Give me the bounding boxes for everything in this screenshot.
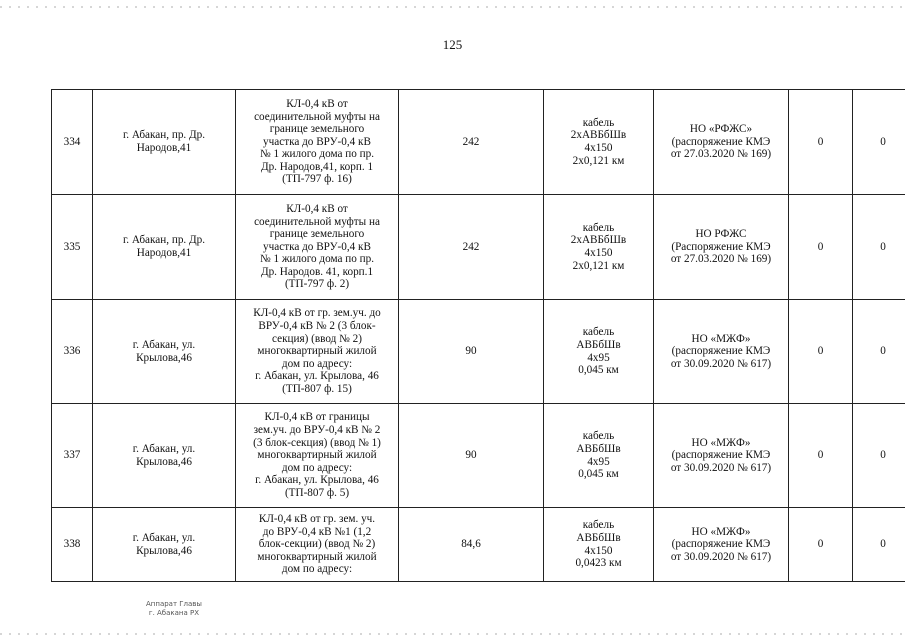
row-value-1: 0 [789,300,853,404]
row-length: 242 [399,90,544,195]
row-address: г. Абакан, ул. Крылова,46 [93,508,236,582]
row-owner: НО РФЖС (Распоряжение КМЭ от 27.03.2020 № 169) [654,195,789,300]
row-value-2: 0 [853,195,905,300]
row-description: КЛ-0,4 кВ от гр. зем.уч. до ВРУ-0,4 кВ № 2 (3 блок- секция) (ввод № 2) многоквартирный жилой дом по адресу: г. Абакан, ул. Крылова, 46 (ТП-807 ф. 15) [236,300,399,404]
row-length: 242 [399,195,544,300]
row-owner: НО «РФЖС» (распоряжение КМЭ от 27.03.2020 № 169) [654,90,789,195]
row-description: КЛ-0,4 кВ от гр. зем. уч. до ВРУ-0,4 кВ №1 (1,2 блок-секции) (ввод № 2) многоквартирный жилой дом по адресу: [236,508,399,582]
row-number: 337 [52,404,93,508]
row-number: 334 [52,90,93,195]
row-description: КЛ-0,4 кВ от границы зем.уч. до ВРУ-0,4 кВ № 2 (3 блок-секция) (ввод № 1) многоквартирный жилой дом по адресу: г. Абакан, ул. Крылова, 46 (ТП-807 ф. 5) [236,404,399,508]
page-number: 125 [442,37,463,52]
scan-edge-bottom [0,633,905,635]
row-cable: кабель АВБбШв 4х150 0,0423 км [544,508,654,582]
row-owner: НО «МЖФ» (распоряжение КМЭ от 30.09.2020 № 617) [654,404,789,508]
row-length: 84,6 [399,508,544,582]
row-value-1: 0 [789,90,853,195]
row-value-2: 0 [853,300,905,404]
row-length: 90 [399,404,544,508]
row-value-2: 0 [853,90,905,195]
row-number: 338 [52,508,93,582]
row-address: г. Абакан, ул. Крылова,46 [93,404,236,508]
row-address: г. Абакан, пр. Др. Народов,41 [93,195,236,300]
office-stamp: Аппарат Главы г. Абакана РХ [146,600,202,617]
row-address: г. Абакан, пр. Др. Народов,41 [93,90,236,195]
row-owner: НО «МЖФ» (распоряжение КМЭ от 30.09.2020 № 617) [654,508,789,582]
row-cable: кабель АВБбШв 4х95 0,045 км [544,404,654,508]
row-value-1: 0 [789,195,853,300]
row-value-2: 0 [853,508,905,582]
table-row [52,404,905,508]
row-description: КЛ-0,4 кВ от соединительной муфты на границе земельного участка до ВРУ-0,4 кВ № 1 жилого дома по пр. Др. Народов. 41, корп.1 (ТП-797 ф. 2) [236,195,399,300]
row-address: г. Абакан, ул. Крылова,46 [93,300,236,404]
row-number: 335 [52,195,93,300]
row-value-1: 0 [789,404,853,508]
row-value-1: 0 [789,508,853,582]
row-number: 336 [52,300,93,404]
row-length: 90 [399,300,544,404]
row-cable: кабель 2хАВБбШв 4х150 2х0,121 км [544,90,654,195]
table-row [52,508,905,582]
row-owner: НО «МЖФ» (распоряжение КМЭ от 30.09.2020 № 617) [654,300,789,404]
row-description: КЛ-0,4 кВ от соединительной муфты на границе земельного участка до ВРУ-0,4 кВ № 1 жилого дома по пр. Др. Народов,41, корп. 1 (ТП-797 ф. 16) [236,90,399,195]
row-value-2: 0 [853,404,905,508]
table-row [52,195,905,300]
table-row [52,300,905,404]
row-cable: кабель 2хАВБбШв 4х150 2х0,121 км [544,195,654,300]
registry-table [51,89,905,582]
table-row [52,90,905,195]
row-cable: кабель АВБбШв 4х95 0,045 км [544,300,654,404]
scan-edge-top [0,6,905,8]
